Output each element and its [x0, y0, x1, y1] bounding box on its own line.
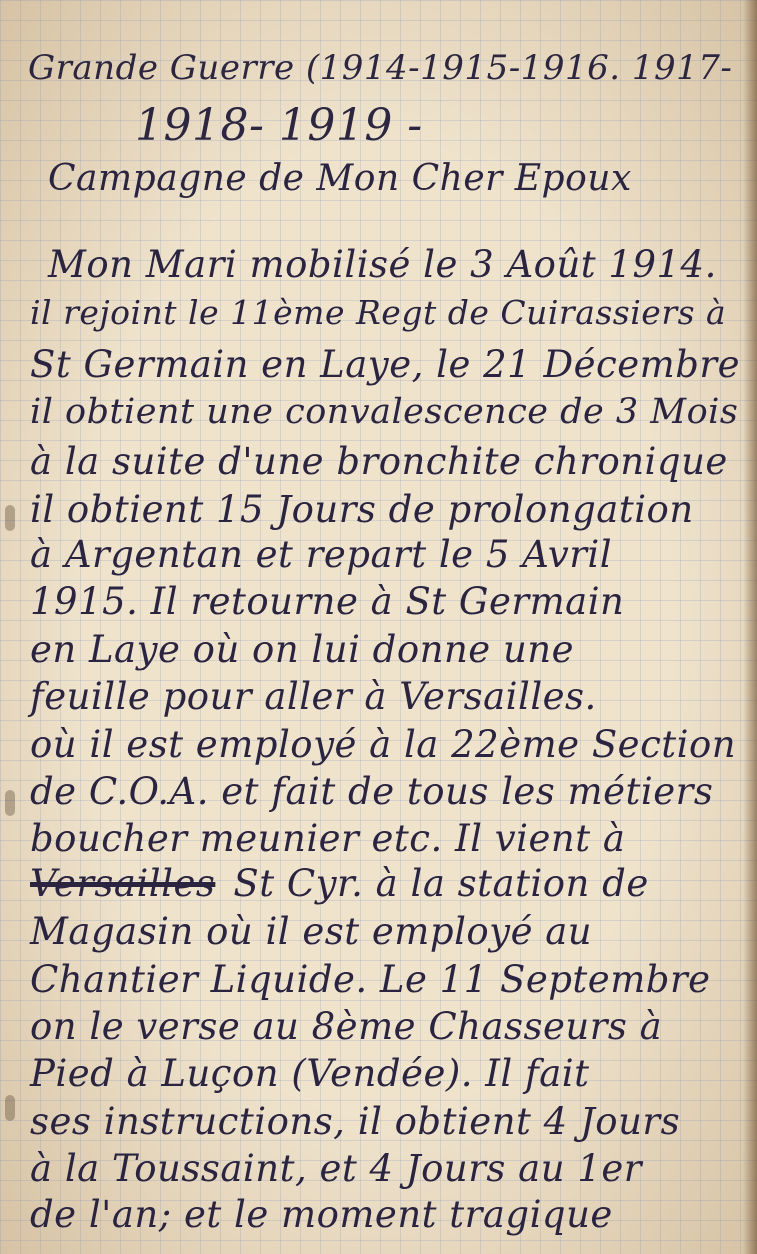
title-line-1: Grande Guerre (1914-1915-1916. 1917-	[28, 48, 733, 88]
title-line-2: 1918- 1919 -	[135, 100, 423, 151]
text-line: Pied à Luçon (Vendée). Il fait	[30, 1052, 590, 1095]
text-line: St Germain en Laye, le 21 Décembre	[30, 343, 740, 386]
text-line: on le verse au 8ème Chasseurs à	[30, 1005, 663, 1048]
text-line: il obtient 15 Jours de prolongation	[30, 488, 694, 531]
text-line: feuille pour aller à Versailles.	[30, 675, 597, 718]
text-line-continuation: St Cyr. à la station de	[233, 862, 649, 905]
text-line: à la suite d'une bronchite chronique	[30, 440, 728, 483]
text-line: Chantier Liquide. Le 11 Septembre	[30, 958, 711, 1001]
text-line: boucher meunier etc. Il vient à	[30, 817, 626, 860]
text-line: 1915. Il retourne à St Germain	[30, 580, 625, 623]
binding-hole	[5, 790, 15, 816]
binding-hole	[5, 1095, 15, 1121]
text-line: de C.O.A. et fait de tous les métiers	[30, 770, 714, 813]
binding-hole	[5, 505, 15, 531]
text-line: à Argentan et repart le 5 Avril	[30, 533, 613, 576]
struck-word: Versailles	[30, 862, 216, 905]
subtitle: Campagne de Mon Cher Epoux	[48, 158, 632, 199]
text-line: il rejoint le 11ème Regt de Cuirassiers à	[30, 293, 727, 332]
notebook-spine	[743, 0, 757, 1254]
text-line: de l'an; et le moment tragique	[30, 1193, 613, 1236]
text-line: en Laye où on lui donne une	[30, 628, 575, 671]
text-line	[30, 862, 649, 905]
text-line: à la Toussaint, et 4 Jours au 1er	[30, 1147, 642, 1190]
text-line: où il est employé à la 22ème Section	[30, 723, 737, 766]
text-line: Mon Mari mobilisé le 3 Août 1914.	[48, 243, 717, 286]
text-line: il obtient une convalescence de 3 Mois	[30, 392, 739, 432]
text-line: Magasin où il est employé au	[30, 910, 593, 953]
text-line: ses instructions, il obtient 4 Jours	[30, 1100, 681, 1143]
